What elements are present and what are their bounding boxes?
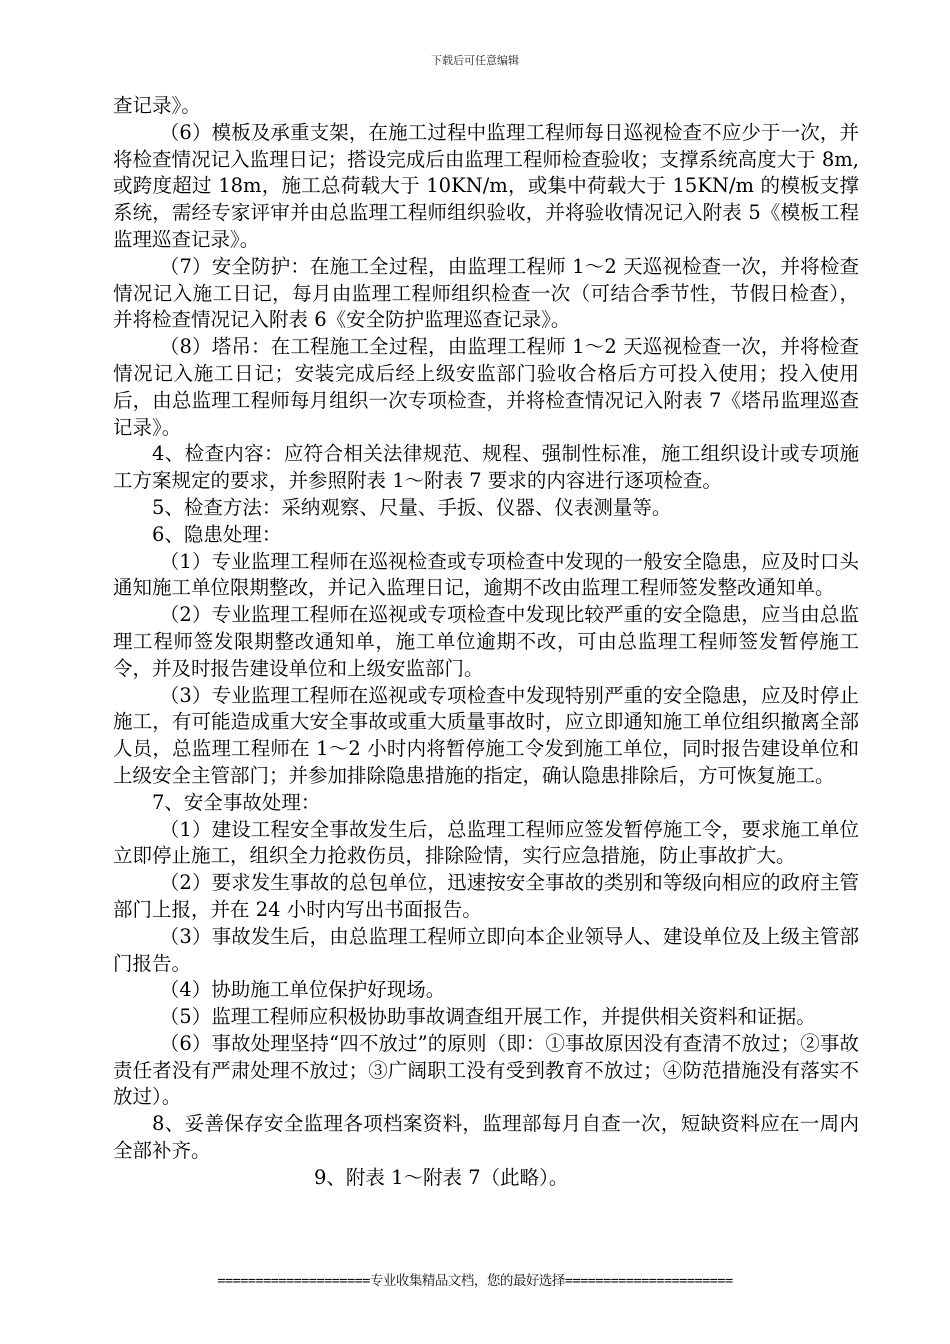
paragraph-formwork: （6）模板及承重支架，在施工过程中监理工程师每日巡视检查不应少于一次，并将检查情况记入监理日记；搭设完成后由监理工程师检查验收；支撑系统高度大于 8m,或跨度超过 18m，施工总荷载大于 10KN/m，或集中荷载大于 15KN/m 的模板支撑系统，需经专家评审并由总监理工程师组织验收，并将验收情况记入附表 5《模板工程监理巡查记录》。 bbox=[113, 120, 859, 251]
paragraph-accident-investigation: （5）监理工程师应积极协助事故调查组开展工作，并提供相关资料和证据。 bbox=[159, 1005, 816, 1029]
paragraph-tower-crane: （8）塔吊：在工程施工全过程，由监理工程师 1～2 天巡视检查一次，并将检查情况记入施工日记；安装完成后经上级安监部门验收合格后方可投入使用；投入使用后，由总监理工程师每月组织一次专项检查，并将检查情况记入附表 7《塔吊监理巡查记录》。 bbox=[113, 335, 859, 439]
paragraph-accident-protect-site: （4）协助施工单位保护好现场。 bbox=[159, 978, 446, 1002]
paragraph-safety-protection: （7）安全防护：在施工全过程，由监理工程师 1～2 天巡视检查一次，并将检查情况记入施工日记，每月由监理工程师组织检查一次（可结合季节性，节假日检查），并将检查情况记入附表 6《安全防护监理巡查记录》。 bbox=[113, 254, 859, 332]
paragraph-accident-stop-work: （1）建设工程安全事故发生后，总监理工程师应签发暂停施工令，要求施工单位立即停止施工，组织全力抢救伤员，排除险情，实行应急措施，防止事故扩大。 bbox=[113, 817, 859, 868]
paragraph-inspection-content: 4、检查内容：应符合相关法律规范、规程、强制性标准，施工组织设计或专项施工方案规定的要求，并参照附表 1～附表 7 要求的内容进行逐项检查。 bbox=[113, 442, 859, 493]
paragraph-hazard-serious: （2）专业监理工程师在巡视或专项检查中发现比较严重的安全隐患，应当由总监理工程师签发限期整改通知单，施工单位逾期不改，可由总监理工程师签发暂停施工令，并及时报告建设单位和上级安监部门。 bbox=[113, 603, 859, 680]
document-body bbox=[113, 93, 859, 1192]
paragraph-archives: 8、妥善保存安全监理各项档案资料，监理部每月自查一次，短缺资料应在一周内全部补齐。 bbox=[113, 1112, 859, 1163]
paragraph-accident-report: （2）要求发生事故的总包单位，迅速按安全事故的类别和等级向相应的政府主管部门上报，并在 24 小时内写出书面报告。 bbox=[113, 871, 859, 921]
paragraph-hazard-general: （1）专业监理工程师在巡视检查或专项检查中发现的一般安全隐患，应及时口头通知施工单位限期整改，并记入监理日记，逾期不改由监理工程师签发整改通知单。 bbox=[113, 549, 859, 600]
heading-hazard-handling: 6、隐患处理： bbox=[152, 522, 282, 546]
paragraph-appendix: 9、附表 1～附表 7（此略）。 bbox=[314, 1165, 569, 1189]
paragraph-hazard-critical: （3）专业监理工程师在巡视或专项检查中发现特别严重的安全隐患，应及时停止施工，有可能造成重大安全事故或重大质量事故时，应立即通知施工单位组织撤离全部人员，总监理工程师在 1～2 小时内将暂停施工令发到施工单位，同时报告建设单位和上级安全主管部门；并参加排除隐患措施的指定，确认隐患排除后，方可恢复施工。 bbox=[113, 683, 859, 787]
page-header: 下载后可任意编辑 bbox=[431, 54, 519, 67]
paragraph-inspection-method: 5、检查方法：采纳观察、尺量、手扳、仪器、仪表测量等。 bbox=[152, 495, 672, 519]
paragraph-continuation: 查记录》。 bbox=[113, 94, 201, 117]
page-footer: ====================专业收集精品文档，您的最好选择====================== bbox=[217, 1273, 733, 1289]
paragraph-accident-notify: （3）事故发生后，由总监理工程师立即向本企业领导人、建设单位及上级主管部门报告。 bbox=[113, 924, 859, 975]
paragraph-four-principles: （6）事故处理坚持“四不放过”的原则（即：①事故原因没有查清不放过；②事故责任者没有严肃处理不放过；③广阔职工没有受到教育不放过；④防范措施没有落实不放过）。 bbox=[113, 1031, 859, 1109]
heading-accident-handling: 7、安全事故处理： bbox=[152, 790, 321, 814]
